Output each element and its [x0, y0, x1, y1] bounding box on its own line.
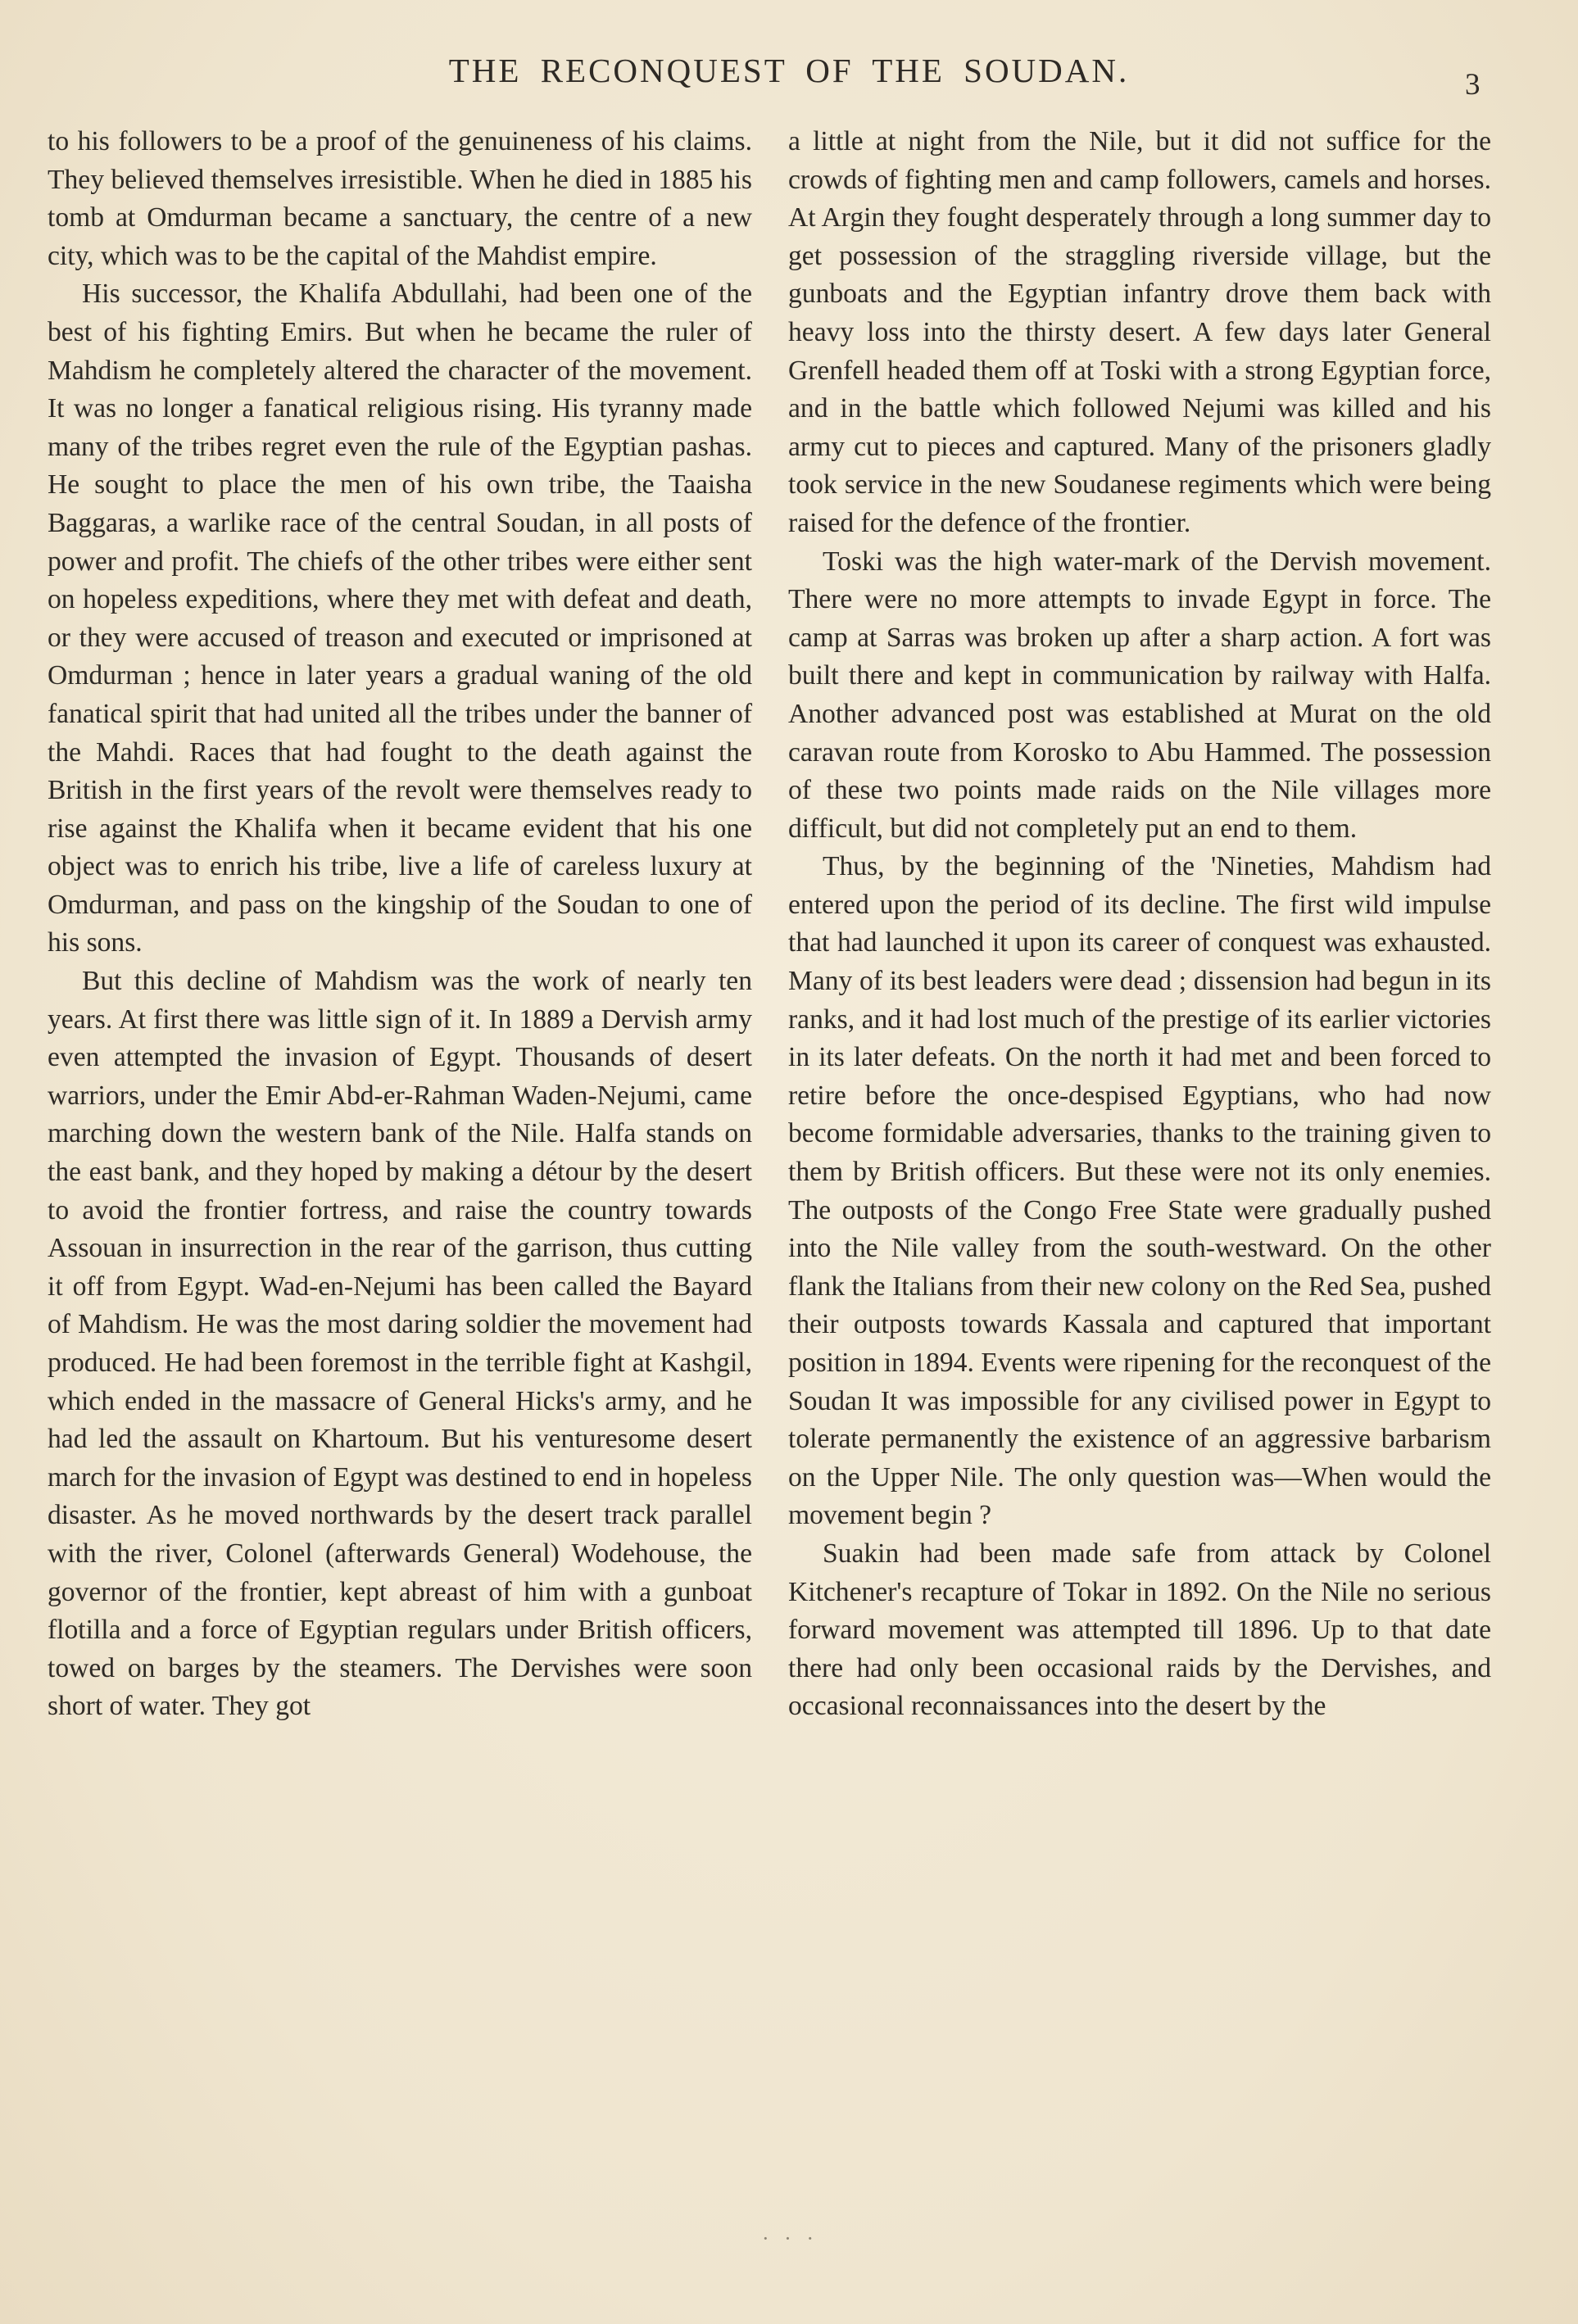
paragraph: to his followers to be a proof of the genuineness of his claims. They believed themselves irresistible. When he died in 1885 his tomb at Omdurman became a sanctuary, the centre of a new city, which was to be the capital of the Mahdist empire. [48, 126, 752, 271]
paragraph: His successor, the Khalifa Abdullahi, had been one of the best of his fighting Emirs. But when he became the ruler of Mahdism he completely altered the character of the movement. It was no longer a fanatical religious rising. His tyranny made many of the tribes regret even the rule of the Egyptian pashas. He sought to place the men of his own tribe, the Taaisha Baggaras, a warlike race of the central Soudan, in all posts of power and profit. The chiefs of the other tribes were either sent on hopeless expeditions, where they met with defeat and death, or they were accused of treason and executed or imprisoned at Omdurman ; hence in later years a gradual waning of the old fanatical spirit that had united all the tribes under the banner of the Mahdi. Races that had fought to the death against the British in the first years of the revolt were themselves ready to rise against the Khalifa when it became evident that his one object was to enrich his tribe, live a life of careless luxury at Omdurman, and pass on the kingship of the Soudan to one of his sons. [48, 279, 752, 958]
left-column [48, 123, 752, 1726]
page-number: 3 [1465, 68, 1481, 102]
paragraph: Suakin had been made safe from attack by Colonel Kitchener's recapture of Tokar in 1892. On the Nile no serious forward movement was attempted till 1896. Up to that date there had only been occasional raids by the Dervishes, and occasional reconnaissances into the desert by the [788, 1538, 1491, 1722]
right-column [788, 123, 1491, 1726]
paragraph: Toski was the high water-mark of the Dervish movement. There were no more attempts to invade Egypt in force. The camp at Sarras was broken up after a sharp action. A fort was built there and kept in communication by railway with Halfa. Another advanced post was established at Murat on the old caravan route from Korosko to Abu Hammed. The possession of these two points made raids on the Nile villages more difficult, but did not completely put an end to them. [788, 546, 1491, 844]
print-smudge: · · · [762, 2227, 818, 2250]
paragraph: But this decline of Mahdism was the work of nearly ten years. At first there was little sign of it. In 1889 a Dervish army even attempted the invasion of Egypt. Thousands of desert warriors, under the Emir Abd-er-Rahman Waden-Nejumi, came marching down the western bank of the Nile. Halfa stands on the east bank, and they hoped by making a détour by the desert to avoid the frontier fortress, and raise the country towards Assouan in insurrection in the rear of the garrison, thus cutting it off from Egypt. Wad-en-Nejumi has been called the Bayard of Mahdism. He was the most daring soldier the movement had produced. He had been foremost in the terrible fight at Kashgil, which ended in the massacre of General Hicks's army, and he had led the assault on Khartoum. But his venturesome desert march for the invasion of Egypt was destined to end in hopeless disaster. As he moved northwards by the desert track parallel with the river, Colonel (afterwards General) Wodehouse, the governor of the frontier, kept abreast of him with a gunboat flotilla and a force of Egyptian regulars under British officers, towed on barges by the steamers. The Dervishes were soon short of water. They got [48, 966, 752, 1722]
running-head: THE RECONQUEST OF THE SOUDAN. [448, 52, 1130, 89]
paragraph: a little at night from the Nile, but it did not suffice for the crowds of fighting men and camp followers, camels and horses. At Argin they fought desperately through a long summer day to get possession of the straggling riverside village, but the gunboats and the Egyptian infantry drove them back with heavy loss into the thirsty desert. A few days later General Grenfell headed them off at Toski with a strong Egyptian force, and in the battle which followed Nejumi was killed and his army cut to pieces and captured. Many of the prisoners gladly took service in the new Soudanese regiments which were being raised for the defence of the frontier. [788, 126, 1491, 538]
paragraph: Thus, by the beginning of the 'Nineties, Mahdism had entered upon the period of its decline. The first wild impulse that had launched it upon its career of conquest was exhausted. Many of its best leaders were dead ; dissension had begun in its ranks, and it had lost much of the prestige of its earlier victories in its later defeats. On the north it had met and been forced to retire before the once-despised Egyptians, who had now become formidable adversaries, thanks to the training given to them by British officers. But these were not its only enemies. The outposts of the Congo Free State were gradually pushed into the Nile valley from the south-westward. On the other flank the Italians from their new colony on the Red Sea, pushed their outposts towards Kassala and captured that important position in 1894. Events were ripening for the reconquest of the Soudan It was impossible for any civilised power in Egypt to tolerate permanently the existence of an aggressive barbarism on the Upper Nile. The only question was—When would the movement begin ? [788, 851, 1491, 1531]
